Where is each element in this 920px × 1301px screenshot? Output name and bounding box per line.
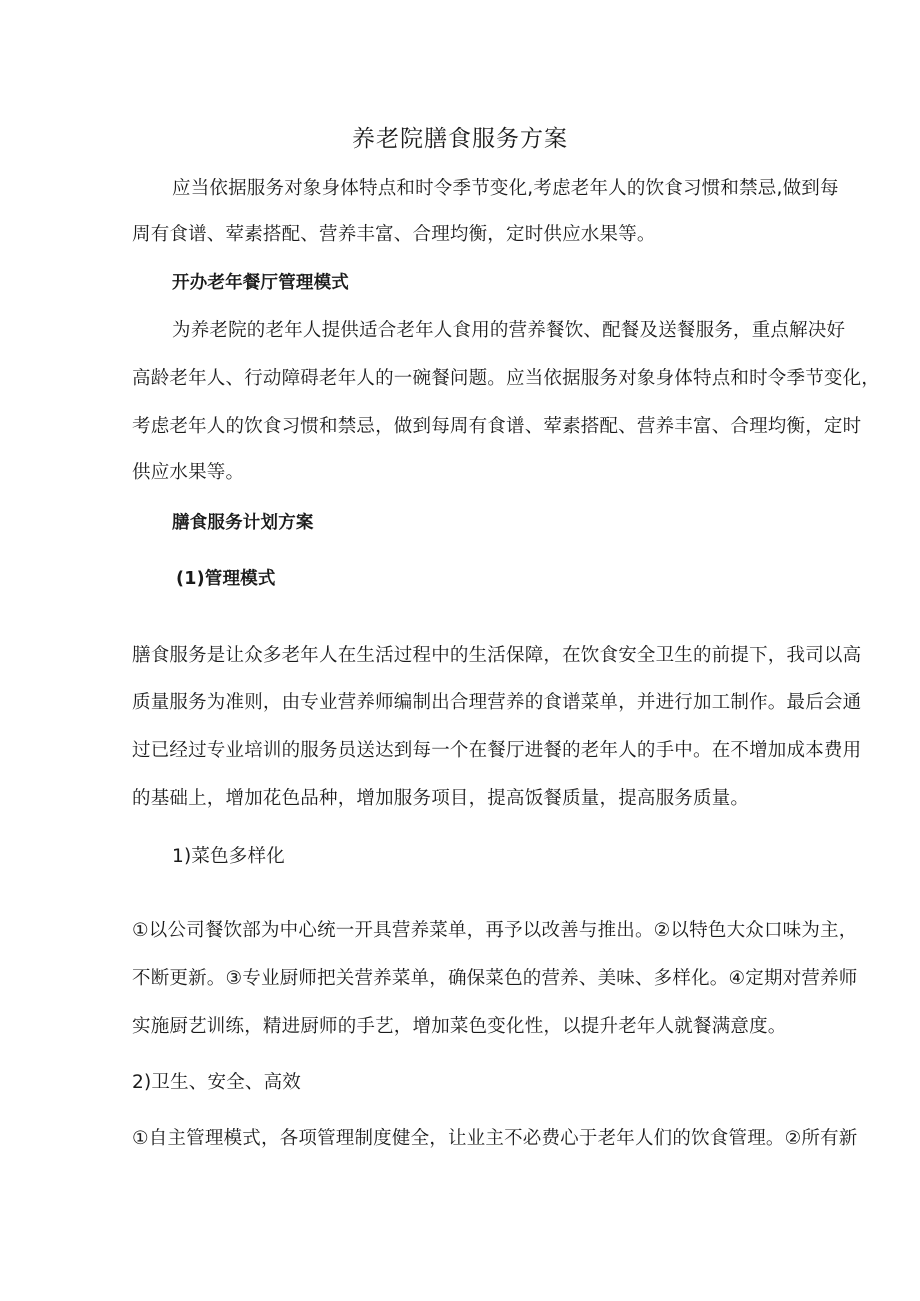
- item-heading-hygiene-safety: 2)卫生、安全、高效: [132, 1072, 301, 1093]
- section1-line-3: 考虑老年人的饮食习惯和禁忌，做到每周有食谱、荤素搭配、营养丰富、合理均衡，定时: [132, 416, 862, 437]
- section1-line-4: 供应水果等。: [132, 462, 245, 483]
- item-heading-menu-variety: 1)菜色多样化: [172, 846, 285, 867]
- item1-line-1: ①以公司餐饮部为中心统一开具营养菜单，再予以改善与推出。②以特色大众口味为主，: [132, 920, 858, 941]
- subsection1-line-1: 膳食服务是让众多老年人在生活过程中的生活保障，在饮食安全卫生的前提下，我司以高: [132, 645, 862, 666]
- subsection1-line-4: 的基础上，增加花色品种，增加服务项目，提高饭餐质量，提高服务质量。: [132, 788, 750, 809]
- item1-line-3: 实施厨艺训练，精进厨师的手艺，增加菜色变化性，以提升老年人就餐满意度。: [132, 1016, 787, 1037]
- document-title: 养老院膳食服务方案: [352, 126, 568, 152]
- item1-line-2: 不断更新。③专业厨师把关营养菜单，确保菜色的营养、美味、多样化。④定期对营养师: [132, 968, 858, 989]
- section1-line-1: 为养老院的老年人提供适合老年人食用的营养餐饮、配餐及送餐服务，重点解决好: [172, 320, 846, 341]
- intro-line-2: 周有食谱、荤素搭配、营养丰富、合理均衡，定时供应水果等。: [132, 224, 656, 245]
- intro-line-1: 应当依据服务对象身体特点和时令季节变化,考虑老年人的饮食习惯和禁忌,做到每: [172, 178, 839, 199]
- section-heading-canteen-mode: 开办老年餐厅管理模式: [172, 273, 349, 293]
- subsection-heading-management: (1)管理模式: [176, 569, 276, 589]
- section-heading-meal-plan: 膳食服务计划方案: [172, 513, 314, 533]
- subsection1-line-2: 质量服务为准则，由专业营养师编制出合理营养的食谱菜单，并进行加工制作。最后会通: [132, 692, 862, 713]
- item2-line-1: ①自主管理模式，各项管理制度健全，让业主不必费心于老年人们的饮食管理。②所有新: [132, 1128, 858, 1149]
- subsection1-line-3: 过已经过专业培训的服务员送达到每一个在餐厅进餐的老年人的手中。在不增加成本费用: [132, 740, 862, 761]
- section1-line-2: 高龄老年人、行动障碍老年人的一碗餐问题。应当依据服务对象身体特点和时令季节变化，: [132, 368, 881, 389]
